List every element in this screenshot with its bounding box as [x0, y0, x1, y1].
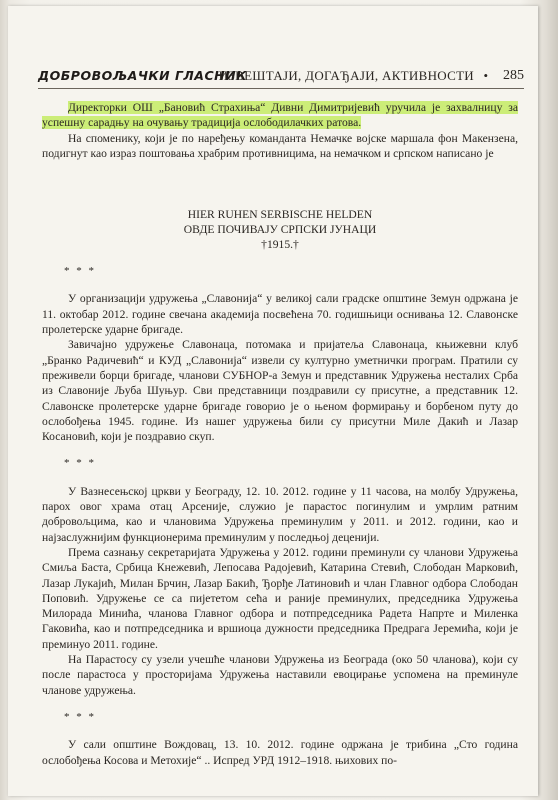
paragraph-highlighted: [42, 100, 518, 131]
epitaph-german: HIER RUHEN SERBISCHE HELDEN: [187, 208, 373, 222]
paragraph: У Вазнесењској цркви у Београду, 12. 10. 2012. године у 11 часова, на молбу Удружења, парох овог храма отац Арсеније, служио је парастос погинулим и умрлим ратним добровољцима, као и члановима Удружења преминулим у 2011. и 2012. години, као и најзаслужнијим функционерима преминулим у последњој деценији.: [42, 484, 518, 544]
section-separator: * * *: [64, 710, 96, 723]
epitaph-year: †1915.†: [261, 238, 299, 252]
paragraph: На Парастосу су узели учешће чланови Удружења из Београда (око 50 чланова), који су после парастоса у просторијама Удружења наставили евоцирање успомена на преминуле чланове удружења.: [42, 653, 518, 697]
running-header: [38, 66, 524, 89]
paragraph: На споменику, који је по наређењу команданта Немачке војске маршала фон Макензена, подигнут као израз поштовања храбрим противницима, на немачком и српском написано је: [42, 131, 518, 160]
section-title: ИЗВЕШТАЈИ, ДОГАЂАЈИ, АКТИВНОСТИ: [218, 68, 474, 83]
book-page: [8, 6, 538, 796]
section-separator: * * *: [64, 457, 96, 470]
paragraph: У организацији удружења „Славонија“ у великој сали градске општине Земун одржана је 11. октобар 2012. године свечана академија посвећена 70. годишњици оснивања 12. Славонске пролетерске ударне бригаде.: [42, 292, 518, 337]
epitaph-serbian: ОВДЕ ПОЧИВАЈУ СРПСКИ ЈУНАЦИ: [183, 223, 377, 237]
page-number: 285: [503, 68, 524, 83]
page-body: [42, 100, 518, 768]
highlighted-text: Директорки ОШ „Бановић Страхиња“ Дивни Димитријевић уручила је захвалницу за успешну сарадњу на очувању традиција ослободилачких ратова.: [42, 101, 518, 130]
journal-title: ДОБРОВОЉАЧКИ ГЛАСНИК: [38, 68, 247, 83]
paragraph: Завичајно удружење Славонаца, потомака и пријатеља Славонаца, књижевни клуб „Бранко Радичевић“ и КУД „Славонија“ извели су културно уметнички програм. Пратили су преживели борци бригаде, чланови СУБНОР-а Земун и представник Удружења несталих Срба из Славоније Љуба Шуњур. Сви представници поздравили су присутне, а представник 12. Славонске пролетерске ударне бригаде говорио је о њеном формирању и борбеном путу до ослобођења 1945. године. Из нашег удружења били су присутни Миле Дакић и Лазар Косановић, који је поздравио скуп.: [42, 338, 518, 444]
header-bullet: •: [483, 68, 488, 83]
paragraph: У сали општине Вождовац, 13. 10. 2012. године одржана је трибина „Сто година ослобођења Косова и Метохије“ .. Испред УРД 1912–1918. њихових по-: [42, 738, 518, 767]
paragraph: Према сазнању секретаријата Удружења у 2012. години преминули су чланови Удружења Смиља Баста, Србица Кнежевић, Лепосава Радојевић, Катарина Стевић, Слободан Марковић, Лазар Лукајић, Милан Брчин, Лазар Бакић, Ђорђе Латиновић и члан Главног одбора Слободан Поповић. Удружење се са пијететом сећа и раније преминулих, председника Удружења Милорада Минића, чланова Главног одбора и потпредседника Радета Напрте и Миленка Гаковића, као и потпредседника и вршиоца дужности председника Предрага Јеремића, који је преминуо 2011. године.: [42, 545, 518, 651]
section-separator: * * *: [64, 265, 96, 278]
